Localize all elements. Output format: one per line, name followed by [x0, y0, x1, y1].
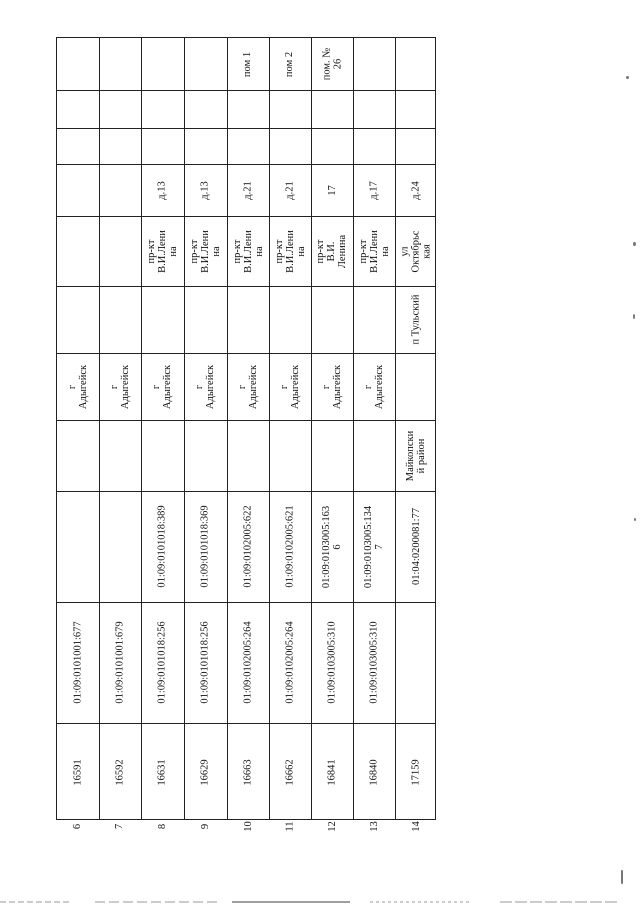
cell-text: г [151, 384, 163, 389]
cell-text: г [109, 384, 121, 389]
cell-text: д.24 [410, 180, 422, 200]
cell-text: Октябрьс [410, 230, 422, 272]
cell-text: г [237, 384, 249, 389]
cell-text: 16631 [157, 758, 168, 786]
cell-region [395, 420, 437, 491]
cell-text: 01:09:0101018:389 [157, 505, 169, 588]
cell-text: 01:09:0101001:679 [114, 621, 126, 704]
cell-text: на [379, 245, 391, 257]
cell-text: г [321, 384, 333, 389]
scan-speck [621, 870, 623, 884]
cell-text: 01:09:0101001:677 [72, 621, 84, 704]
cell-text: 01:09:0103005:310 [326, 621, 338, 704]
cell-text: г [194, 384, 206, 389]
cell-text: 14 [410, 821, 422, 832]
cell-text: 11 [284, 821, 296, 832]
cell-num [227, 821, 269, 832]
cell-text: В.И. [326, 241, 338, 261]
cell-text: 16591 [72, 758, 84, 786]
cell-text: 9 [200, 823, 211, 830]
cell-text: Адыгейск [120, 364, 132, 409]
cell-text: г [279, 384, 291, 389]
cell-text: Адыгейск [162, 364, 174, 409]
cell-text: 01:09:0102005:264 [284, 621, 296, 704]
cell-street [395, 216, 437, 286]
cell-num [353, 821, 395, 832]
cell-text: В.И.Лени [199, 229, 211, 273]
cell-text: д.17 [368, 180, 380, 200]
cell-text: Адыгейск [78, 364, 90, 409]
cell-text: на [253, 245, 265, 257]
cell-text: 13 [368, 821, 380, 832]
cell-text: Ленина [337, 234, 349, 268]
scan-speck [634, 518, 636, 521]
cell-text: 01:09:0101018:256 [157, 621, 169, 704]
cell-text: 6 [72, 823, 84, 830]
cell-text: ул [399, 245, 411, 257]
cell-text: 01:04:0200081:77 [410, 507, 422, 586]
cell-text: й район [416, 438, 427, 473]
cell-num [311, 821, 353, 832]
cell-text: пр-кт [315, 239, 327, 263]
cell-text: п Тульский [410, 294, 422, 345]
cell-text: 16592 [114, 758, 126, 786]
cell-text: 16629 [200, 758, 211, 786]
cell-num [57, 821, 99, 832]
cell-num [395, 821, 437, 832]
cell-num [141, 821, 184, 832]
data-table [56, 37, 436, 832]
cell-text: 12 [326, 821, 338, 832]
cell-text: д.13 [157, 180, 168, 200]
cell-text: Адыгейск [374, 364, 386, 409]
cell-text: 17159 [410, 758, 422, 786]
cell-text: В.И.Лени [284, 229, 296, 273]
cell-text: Адыгейск [332, 364, 344, 409]
cell-text: д.21 [242, 180, 254, 200]
cell-text: 7 [374, 543, 386, 550]
cell-text: на [295, 245, 307, 257]
cell-text: на [167, 245, 179, 257]
cell-text: Майкопски [405, 430, 416, 481]
cell-house [395, 164, 437, 216]
scan-speck [633, 242, 636, 246]
cell-text: В.И.Лени [242, 229, 254, 273]
cell-text: 8 [157, 823, 168, 830]
cell-text: пр-кт [188, 239, 200, 263]
cell-settlement [395, 286, 437, 353]
cell-text: 01:09:0102005:264 [242, 621, 254, 704]
cell-text: 01:09:0103005:310 [368, 621, 380, 704]
scan-speck [633, 314, 635, 319]
cell-code [395, 723, 437, 821]
cell-num [99, 821, 141, 832]
cell-text: пом. № [321, 47, 332, 81]
cell-text: Адыгейск [290, 364, 302, 409]
cell-text: пр-кт [357, 239, 369, 263]
cell-text: г [67, 384, 79, 389]
cell-text: 10 [242, 821, 254, 832]
cell-text: 01:09:0103005:134 [363, 505, 375, 588]
cell-text: В.И.Лени [368, 229, 380, 273]
cell-num [269, 821, 311, 832]
cell-text: д.21 [284, 180, 296, 200]
cell-text: 26 [332, 58, 343, 70]
cell-text: 16840 [368, 758, 380, 786]
cell-text: 16841 [326, 758, 338, 786]
cell-cadastral-old [395, 491, 437, 602]
cell-text: 16662 [284, 758, 296, 786]
cell-text: 01:09:0101018:256 [200, 621, 212, 704]
scan-speck [626, 76, 629, 79]
cell-text: 01:09:0103005:163 [321, 505, 333, 588]
cell-num [184, 821, 227, 832]
cell-text: пом 1 [242, 51, 254, 77]
cell-text: 01:09:0101018:369 [200, 505, 212, 588]
cell-text: В.И.Лени [156, 229, 168, 273]
cell-text: кая [421, 243, 433, 259]
cell-text: Адыгейск [205, 364, 217, 409]
cell-text: пр-кт [273, 239, 285, 263]
cell-text: на [210, 245, 222, 257]
cell-text: 16663 [242, 758, 254, 786]
cell-text: г [363, 384, 375, 389]
cell-text: пр-кт [145, 239, 157, 263]
cell-text: 17 [326, 184, 338, 196]
cell-text: 01:09:0102005:621 [284, 505, 296, 588]
cell-text: 01:09:0102005:622 [242, 505, 254, 588]
cell-text: Адыгейск [248, 364, 260, 409]
cell-text: пр-кт [231, 239, 243, 263]
page-bottom-lines [0, 875, 640, 905]
cell-text: 6 [332, 543, 344, 550]
cell-text: д.13 [200, 180, 211, 200]
cell-text: пом 2 [284, 51, 296, 77]
cell-text: 7 [114, 823, 126, 830]
